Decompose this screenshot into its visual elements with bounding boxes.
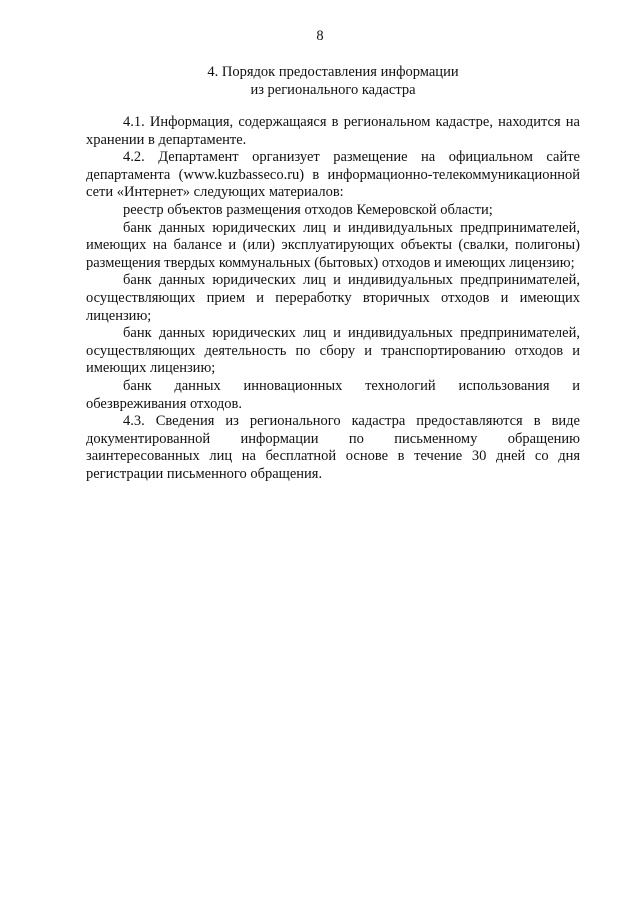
paragraph-4-3: 4.3. Сведения из регионального кадастра предоставляются в виде документированной информации по письменному обращению заинтересованных лиц на бесплатной основе в течение 30 дней со дня регистрации письменного обращения. — [86, 413, 580, 482]
paragraph-4-1: 4.1. Информация, содержащаяся в региональном кадастре, находится на хранении в департаменте. — [86, 114, 580, 148]
list-item-registry: реестр объектов размещения отходов Кемеровской области; — [123, 201, 493, 218]
section-title-line-1: 4. Порядок предоставления информации — [207, 64, 459, 80]
document-body — [86, 114, 580, 483]
list-item-bank-landfills: банк данных юридических лиц и индивидуальных предпринимателей, имеющих на балансе и (или) эксплуатирующих объекты (свалки, полигоны) размещения твердых коммунальных (бытовых) отходов и имеющих лицензию; — [86, 219, 580, 271]
paragraph-4-2: 4.2. Департамент организует размещение на официальном сайте департамента (www.kuzbasseco.ru) в информационно-телекоммуникационной сети «Интернет» следующих материалов: — [86, 149, 580, 201]
list-item-bank-technologies: банк данных инновационных технологий использования и обезвреживания отходов. — [86, 377, 580, 412]
list-item-bank-recycling: банк данных юридических лиц и индивидуальных предпринимателей, осуществляющих прием и переработку вторичных отходов и имеющих лицензию; — [86, 272, 580, 324]
section-title-line-2: из регионального кадастра — [250, 82, 416, 98]
list-item-bank-collection: банк данных юридических лиц и индивидуальных предпринимателей, осуществляющих деятельность по сбору и транспортированию отходов и имеющих лицензию; — [86, 325, 580, 377]
page-number: 8 — [316, 28, 324, 44]
section-title — [86, 63, 580, 99]
